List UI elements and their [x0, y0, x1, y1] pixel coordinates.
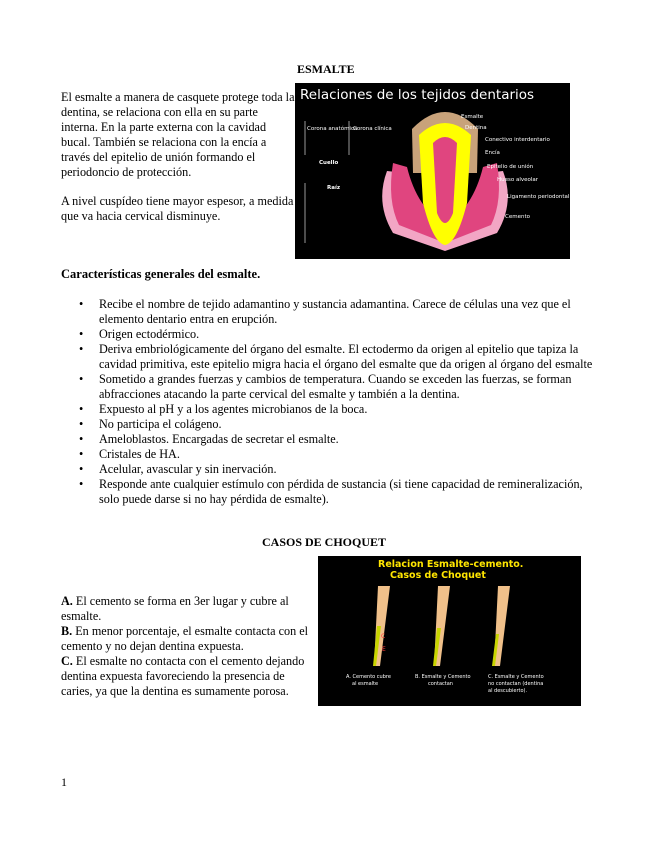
bullet-icon: •	[79, 402, 84, 416]
intro-paragraph-1: El esmalte a manera de casquete protege toda la dentina, se relaciona con ella en su parte interna. En la parte externa con la cavidad bucal. También se relaciona con la encía a través del epitelio de unión formando el periodoncio de protección.	[61, 90, 295, 179]
list-item: • Acelular, avascular y sin inervación.	[79, 462, 277, 476]
figure2-title-line1: Relacion Esmalte-cemento.	[378, 559, 524, 570]
figure2-title-line2: Casos de Choquet	[390, 570, 486, 581]
page-title: ESMALTE	[297, 62, 355, 76]
choquet-item-b: B. En menor porcentaje, el esmalte contacta con el cemento y no dejan dentina expuesta.	[61, 624, 309, 653]
caption-b-1: B. Esmalte y Cemento	[415, 674, 471, 680]
page-number: 1	[61, 775, 67, 789]
caption-c-2: no contactan (dentina	[488, 681, 544, 687]
label-corona-anatomica: Corona anatómica	[307, 126, 358, 132]
bullet-icon: •	[79, 417, 84, 431]
choquet-item-c: C. El esmalte no contacta con el cemento dejando dentina expuesta favoreciendo la presencia de caries, ya que la dentina es sumamente porosa.	[61, 654, 305, 698]
label-ligamento: Ligamento periodontal	[507, 194, 570, 200]
bullet-icon: •	[79, 372, 84, 386]
caption-c-1: C. Esmalte y Cemento	[488, 674, 544, 680]
label-encia: Encía	[485, 150, 500, 156]
svg-text:C: C	[381, 633, 386, 640]
list-item: • Recibe el nombre de tejido adamantino y sustancia adamantina. Carece de células una vez que el elemento dentario entra en erupción.	[79, 297, 571, 326]
list-item: • Responde ante cualquier estímulo con pérdida de sustancia (si tiene capacidad de remineralización, solo puede darse si no hay pérdida de esmalte).	[79, 477, 583, 506]
caption-c-3: al descubierto).	[488, 688, 528, 694]
bullet-icon: •	[79, 432, 84, 446]
bullet-icon: •	[79, 447, 84, 461]
list-item: • Origen ectodérmico.	[79, 327, 200, 341]
bullet-icon: •	[79, 462, 84, 476]
label-epitelio: Epitelio de unión	[487, 164, 534, 170]
caption-b-2: contactan	[428, 681, 453, 687]
label-hueso: Hueso alveolar	[497, 177, 539, 183]
list-item: • Sometido a grandes fuerzas y cambios de temperatura. Cuando se exceden las fuerzas, se forman abfracciones atacando la parte cervical del esmalte y también a la dentina.	[79, 372, 572, 401]
list-item: • Expuesto al pH y a los agentes microbianos de la boca.	[79, 402, 368, 416]
label-conectivo: Conectivo interdentario	[485, 137, 550, 143]
choquet-figure	[318, 556, 581, 706]
intro-text	[61, 90, 297, 238]
list-item: • Cristales de HA.	[79, 447, 180, 461]
tooth-tissues-figure	[295, 83, 570, 259]
section-heading: Características generales del esmalte.	[61, 267, 261, 281]
choquet-heading: CASOS DE CHOQUET	[262, 535, 387, 549]
label-raiz: Raíz	[327, 185, 341, 191]
label-dentina: Dentina	[465, 125, 487, 131]
list-item: • Deriva embriológicamente del órgano del esmalte. El ectodermo da origen al epitelio que tapiza la cavidad primitiva, este epitelio migra hacia el órgano del esmalte que da origen al órgano del esmalte	[79, 342, 593, 371]
bullet-icon: •	[79, 297, 84, 311]
label-cemento: Cemento	[505, 214, 530, 220]
intro-paragraph-2: A nivel cuspídeo tiene mayor espesor, a medida que va hacia cervical disminuye.	[61, 194, 294, 223]
caption-a-2: al esmalte	[352, 681, 379, 687]
figure1-title: Relaciones de los tejidos dentarios	[300, 87, 535, 103]
bullet-icon: •	[79, 327, 84, 341]
caption-a-1: A. Cemento cubre	[346, 674, 391, 680]
characteristics-list	[79, 297, 599, 507]
choquet-text	[61, 594, 319, 699]
choquet-item-a: A. El cemento se forma en 3er lugar y cubre al esmalte.	[61, 594, 289, 623]
bullet-icon: •	[79, 477, 84, 491]
label-cuello: Cuello	[319, 160, 339, 166]
list-item: • Ameloblastos. Encargadas de secretar el esmalte.	[79, 432, 339, 446]
label-corona-clinica: Corona clínica	[353, 126, 392, 132]
svg-text:E: E	[382, 646, 386, 653]
list-item: • No participa el colágeno.	[79, 417, 222, 431]
bullet-icon: •	[79, 342, 84, 356]
label-esmalte: Esmalte	[461, 114, 484, 120]
